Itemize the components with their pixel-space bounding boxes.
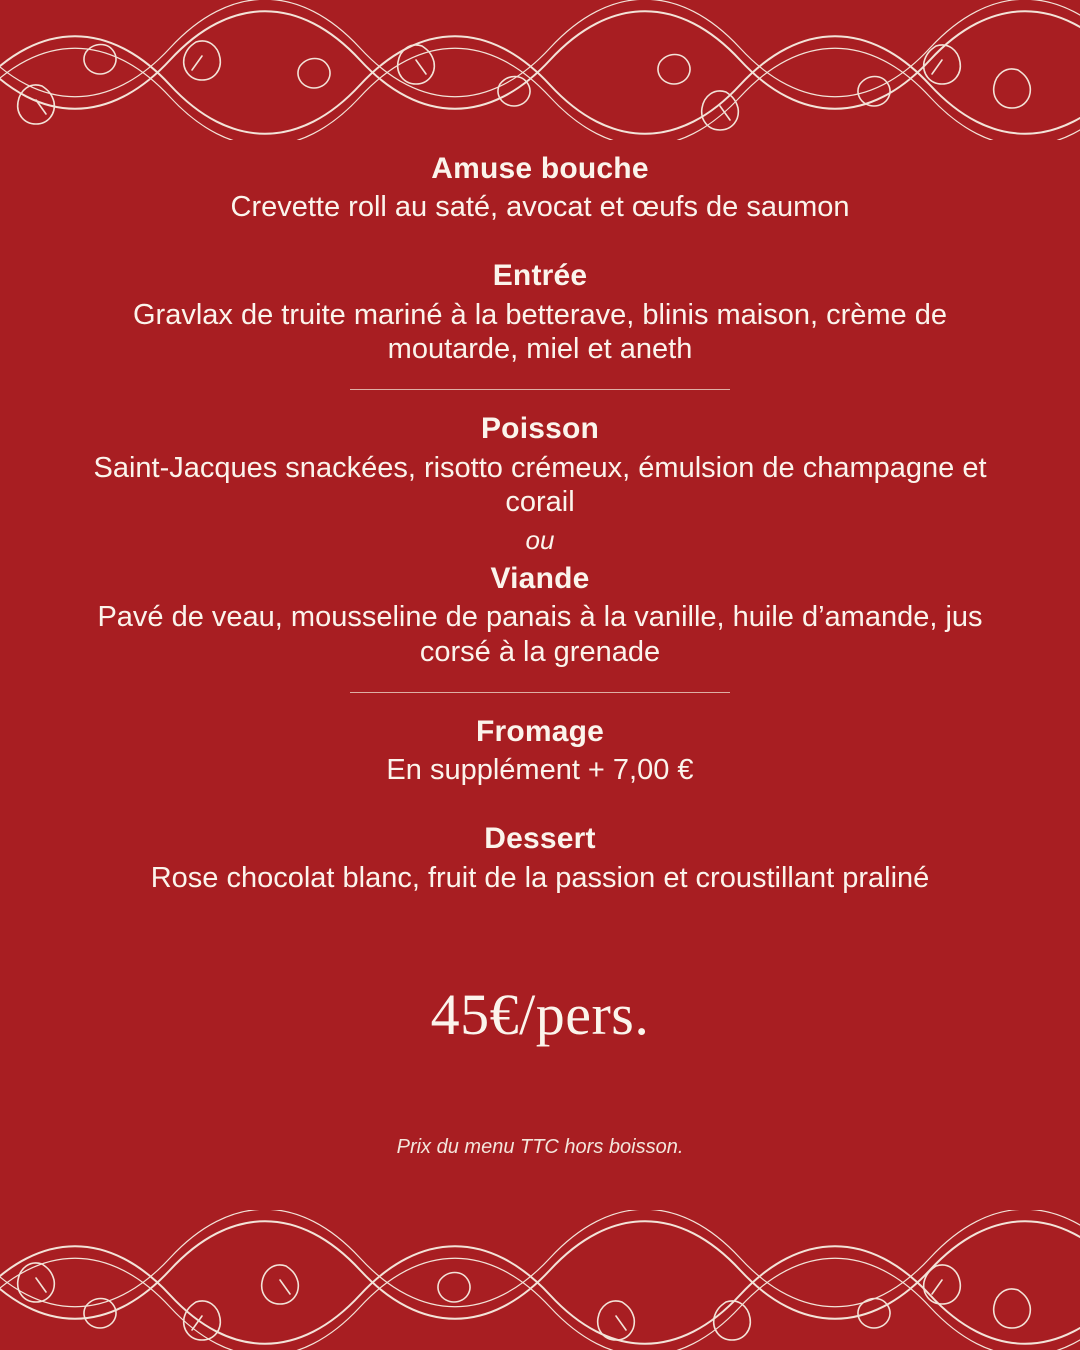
- course-title: Poisson: [480, 412, 600, 446]
- course-title: Amuse bouche: [431, 152, 649, 185]
- course-poisson: [0, 410, 1080, 520]
- bottom-vine-border: [0, 1210, 1080, 1350]
- course-description: Crevette roll au saté, avocat et œufs de saumon: [230, 191, 850, 224]
- footnote-block: [0, 1136, 1080, 1159]
- course-supplement-price: En supplément + 7,00 €: [386, 754, 694, 787]
- menu-content: [0, 150, 1080, 1159]
- course-description: Pavé de veau, mousseline de panais à la vanille, huile d’amande, jus corsé à la grenade: [97, 601, 983, 669]
- top-vine-border: [0, 0, 1080, 140]
- menu-price: 45€/pers.: [430, 982, 650, 1048]
- section-divider: [350, 692, 730, 693]
- course-title: Entrée: [492, 259, 588, 293]
- course-description: Gravlax de truite mariné à la betterave, blinis maison, crème de moutarde, miel et aneth: [133, 298, 947, 366]
- vine-scroll-icon: [0, 1210, 1080, 1350]
- course-description: Saint-Jacques snackées, risotto crémeux, émulsion de champagne et corail: [93, 451, 987, 519]
- course-dessert: [0, 820, 1080, 895]
- alternative-label: ou: [525, 525, 555, 556]
- price-footnote: Prix du menu TTC hors boisson.: [396, 1136, 684, 1159]
- course-entree: [0, 257, 1080, 367]
- course-fromage: [0, 713, 1080, 788]
- price-block: [0, 981, 1080, 1048]
- section-divider: [350, 389, 730, 390]
- course-title: Fromage: [475, 714, 605, 748]
- course-title: Viande: [490, 561, 590, 595]
- course-description: Rose chocolat blanc, fruit de la passion et croustillant praliné: [150, 861, 930, 894]
- vine-scroll-icon: [0, 0, 1080, 140]
- course-amuse-bouche: [0, 150, 1080, 225]
- course-viande: [0, 560, 1080, 670]
- course-title: Dessert: [484, 822, 596, 856]
